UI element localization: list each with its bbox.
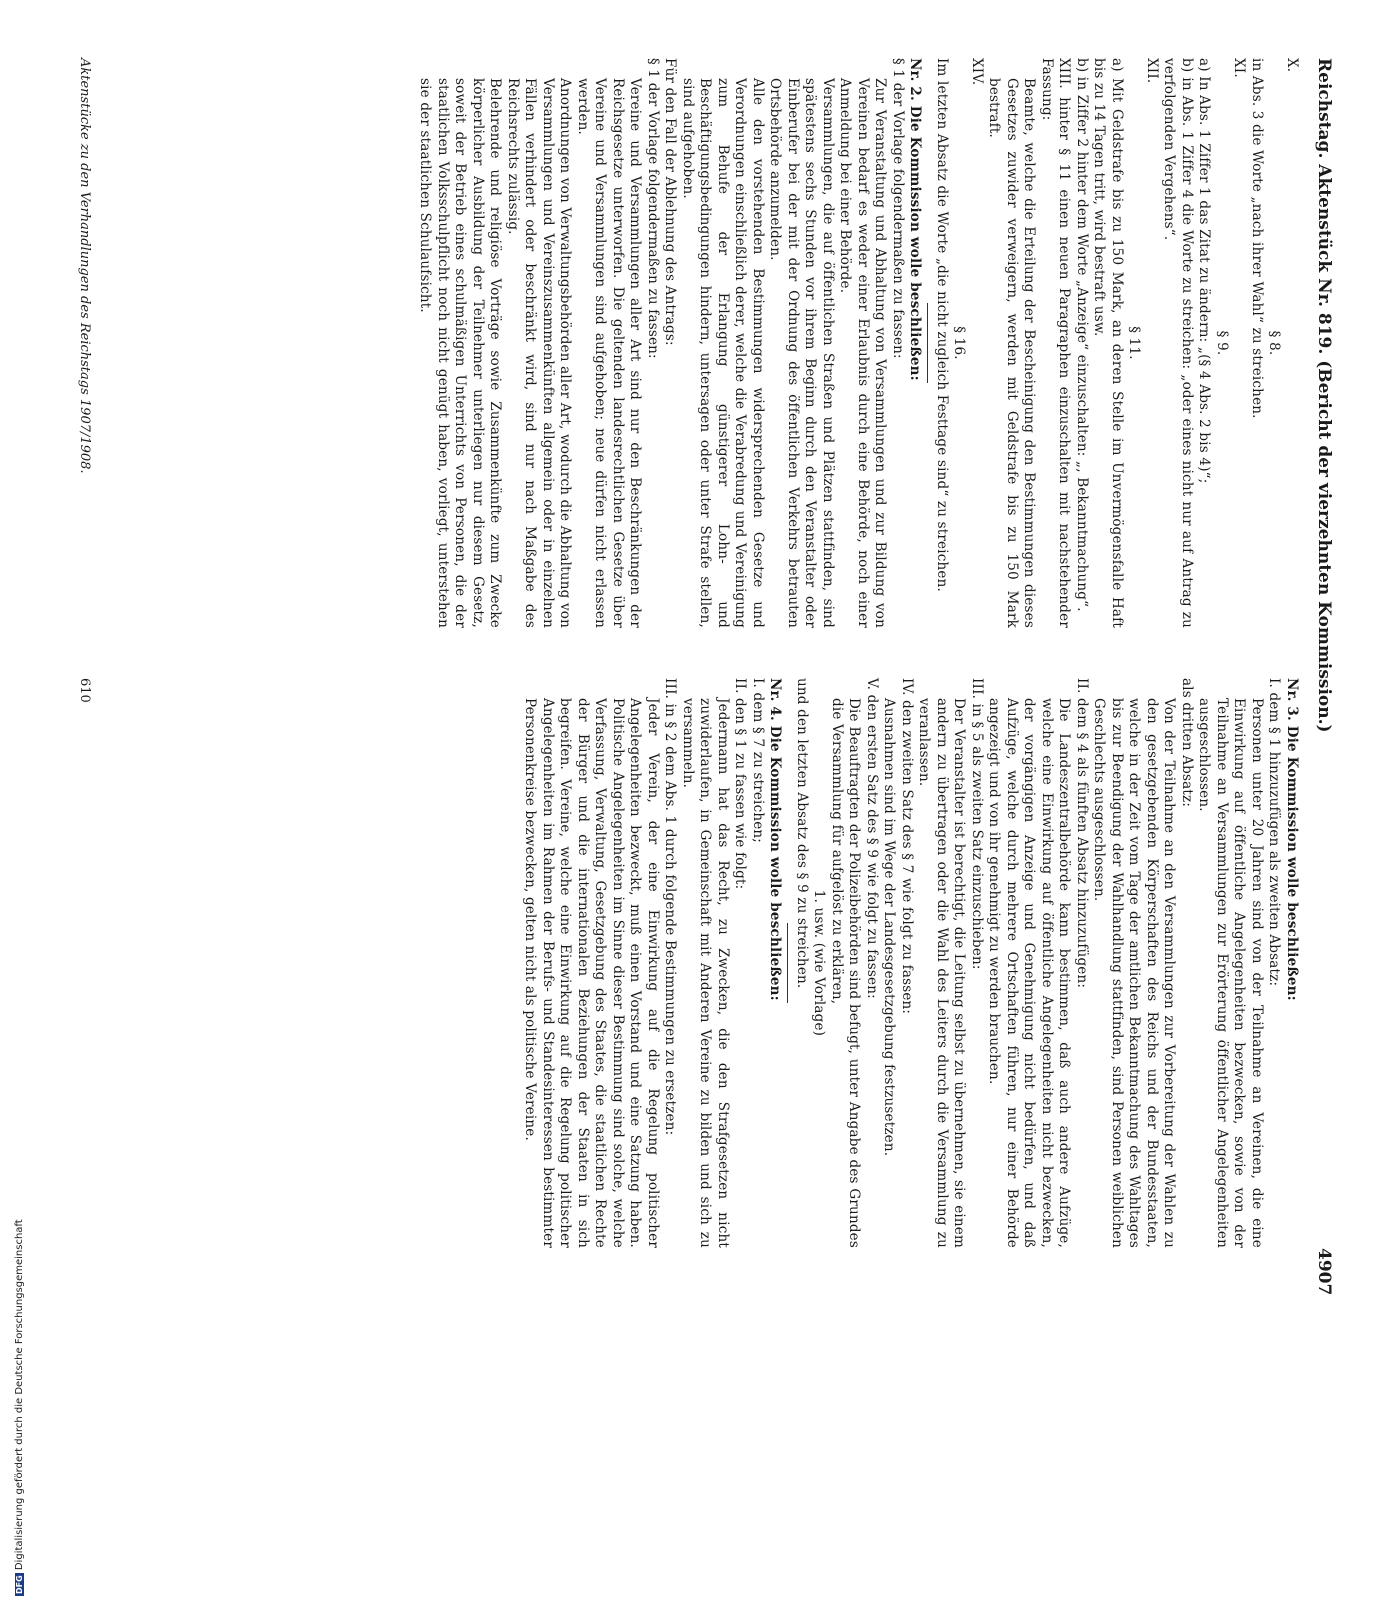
left-column (416, 58, 1300, 628)
text: III. in § 5 als zweiten Satz einzuschieben: (969, 678, 985, 970)
section-16: § 16. (951, 326, 968, 360)
credit-text-container (14, 1200, 25, 1600)
text: Anordnungen von Verwaltungsbehörden aller Art, wodurch die Abhaltung von Versammlungen und Vereinszusammenkünften allgemein oder in einzelnen Fällen verhindert oder beschränkt wird, sind nur nach Maßgabe des Reichsrechts zulässig. (505, 78, 574, 628)
text: Jedermann hat das Recht, zu Zwecken, die den Strafgesetzen nicht zuwiderlaufen, in Gemeinschaft mit Anderen Vereine zu bilden und sich zu versammeln. (680, 698, 731, 1248)
header-title: Reichstag. Aktenstück Nr. 819. (Bericht der vierzehnten Kommission.) (1314, 58, 1334, 733)
text: Die Landeszentralbehörde kann bestimmen, daß auch andere Aufzüge, welche eine Einwirkung auf öffentliche Angelegenheiten nicht bezwecken, der vorgängigen Anzeige und Genehmigung nicht bedürfen, und daß Aufzüge, welche durch mehrere Ortschaften führen, nur einer Behörde angezeigt und von ihr genehmigt zu werden brauchen. (986, 698, 1073, 1248)
text: in Abs. 3 die Worte „nach ihrer Wahl“ zu streichen. (1249, 58, 1265, 419)
text: b) in Ziffer 2 hinter dem Worte „Anzeige“ einzuschalten: „, Bekanntmachung“. (1074, 58, 1090, 612)
text: Ausnahmen sind im Wege der Landesgesetzgebung festzusetzen. (881, 698, 898, 1157)
text: Vereine und Versammlungen aller Art sind nur den Beschränkungen der Reichsgesetze unterworfen. Die geltenden landesrechtlichen Gesetze über Vereine und Versammlungen sind aufgehoben; neue dürfen nicht erlassen werden. (575, 78, 644, 628)
text: Die Beauftragten der Polizeibehörden sind befugt, unter Angabe des Grundes die Versammlung für aufgelöst zu erklären, (829, 698, 863, 1248)
text: Personen unter 20 Jahren sind von der Teilnahme an Vereinen, die eine Einwirkung auf öffentliche Angelegenheiten bezwecken, sowie von der Teilnahme an Versammlungen zur Erörterung öffentlicher Angelegenheiten ausgeschlossen. (1196, 698, 1265, 1248)
footer-page-text: 610 (77, 678, 92, 703)
divider (928, 303, 929, 383)
item-x: X. (1284, 58, 1300, 73)
text: Von der Teilnahme an den Versammlungen zur Vorbereitung der Wahlen zu den gesetzgebenden Körperschaften des Reichs und der Bundesstaaten, welche in der Zeit vom Tage der amtlichen Bekanntmachung des Wahltages bis zur Beendigung der Wahlhandlung stattfinden, sind Personen weiblichen Geschlechts ausgeschlossen. (1091, 698, 1178, 1248)
text: I. dem § 7 zu streichen; (750, 678, 766, 844)
text: V. den ersten Satz des § 9 wie folgt zu fassen: (864, 678, 880, 999)
item-xii: XII. (1144, 58, 1160, 84)
text: a) In Abs. 1 Ziffer 1 das Zitat zu ändern: „(§ 4 Abs. 2 bis 4)“; (1196, 58, 1213, 484)
footer-page (77, 678, 92, 703)
text: Für den Fall der Ablehnung des Antrags: (662, 58, 679, 346)
text: Belehrende und religiöse Vorträge sowie Zusammenkünfte zum Zwecke körperlicher Ausbildung der Teilnehmer unterliegen nur diesem Gesetz, soweit der Betrieb eines schulmäßigen Unterrichts von Personen, die der staatlichen Volksschulpflicht noch nicht genügt haben, vorliegt, unterstehen sie der staatlichen Schulaufsicht. (417, 78, 504, 628)
text: 1. usw. (wie Vorlage) (811, 889, 828, 1037)
text: Zur Veranstaltung und Abhaltung von Versammlungen und zur Bildung von Vereinen bedarf es weder einer Erlaubnis durch eine Behörde, noch einer Anmeldung bei einer Behörde. (837, 78, 889, 628)
item-xi: XI. (1231, 58, 1248, 78)
text: als dritten Absatz: (1179, 678, 1195, 808)
text: II. den § 1 zu fassen wie folgt: (732, 678, 749, 890)
text: Jeder Verein, der eine Einwirkung auf die Regelung politischer Angelegenheiten bezweckt, muß einen Vorstand und eine Satzung haben. Politische Angelegenheiten im Sinne dieser Bestimmung sind solche, welche Verfassung, Verwaltung, Gesetzgebung des Staates, die staatlichen Rechte der Bürger und die internationalen Beziehungen der Staaten in sich begreifen. Vereine, welche eine Einwirkung auf die Regelung politischer Angelegenheiten im Rahmen der Berufs- und Standesinteressen bestimmter Personenkreise bezwecken, gelten nicht als politische Vereine. (522, 698, 661, 1248)
page-footer (77, 58, 92, 474)
text: und den letzten Absatz des § 9 zu streichen. (794, 678, 810, 989)
item-xiv: XIV. (969, 58, 985, 86)
divider (788, 923, 789, 1003)
text: Der Veranstalter ist berechtigt, die Leitung selbst zu übernehmen, sie einem andern zu übertragen oder die Wahl des Leiters durch die Versammlung zu veranlassen. (916, 698, 968, 1248)
text: Beamte, welche die Erteilung der Bescheinigung den Bestimmungen dieses Gesetzes zuwider verweigern, werden mit Geldstrafe bis zu 150 Mark bestraft. (986, 78, 1038, 628)
nr4-heading: Nr. 4. Die Kommission wolle beschließen: (767, 678, 784, 1001)
page-header (1314, 58, 1334, 733)
text: IV. den zweiten Satz des § 7 wie folgt zu fassen: (899, 678, 915, 1015)
text: Alle den vorstehenden Bestimmungen widersprechenden Gesetze und Verordnungen einschließlich derer, welche die Verabredung und Vereinigung zum Behufe der Erlangung günstigerer Lohn- und Beschäftigungsbedingungen hindern, untersagen oder unter Strafe stellen, sind aufgehoben. (680, 78, 766, 628)
section-8: § 8. (1266, 330, 1283, 356)
text: III. in § 2 dem Abs. 1 durch folgende Bestimmungen zu ersetzen: (662, 678, 679, 1136)
text: II. dem § 4 als fünften Absatz hinzuzufügen: (1074, 678, 1090, 989)
text: a) Mit Geldstrafe bis zu 150 Mark, an deren Stelle im Unvermögensfalle Haft bis zu 14 Tagen tritt, wird bestraft usw. (1091, 58, 1125, 628)
text: I. dem § 1 hinzuzufügen als zweiten Absatz: (1266, 678, 1283, 987)
right-column (521, 678, 1300, 1248)
dfg-logo: DFG (15, 1575, 24, 1594)
section-11: § 11. (1126, 326, 1143, 360)
text: Im letzten Absatz die Worte „die nicht zugleich Festtage sind“ zu streichen. (934, 58, 950, 592)
page-number-text: 4907 (1314, 1248, 1334, 1296)
rotated-page-content (30, 18, 1340, 1296)
text: XIII. hinter § 11 einen neuen Paragraphen einzuschalten mit nachstehender Fassung: (1039, 58, 1073, 628)
section-9: § 9. (1214, 330, 1230, 356)
nr2-heading: Nr. 2. Die Kommission wolle beschließen: (907, 58, 924, 381)
digitization-credit (0, 600, 25, 1594)
text: Versammlungen, die auf öffentlichen Straßen und Plätzen stattfinden, sind spätestens sechs Stunden vor ihrem Beginn durch den Veranstalter oder Einberufer bei der mit der Ordnung des öffentlichen Verkehrs betrauten Ortsbehörde anzumelden. (767, 78, 836, 628)
text: § 1 der Vorlage folgendermaßen zu fassen: (890, 58, 906, 359)
text: § 1 der Vorlage folgendermaßen zu fassen: (645, 58, 661, 359)
credit-text: Digitalisierung gefördert durch die Deutsche Forschungsgemeinschaft (14, 1219, 25, 1571)
page-number (1314, 1248, 1334, 1295)
nr3-heading: Nr. 3. Die Kommission wolle beschließen: (1284, 678, 1300, 1001)
footer-text: Aktenstücke zu den Verhandlungen des Reichstags 1907/1908. (77, 58, 92, 474)
text: b) in Abs. 1 Ziffer 4 die Worte zu streichen: „oder eines nicht nur auf Antrag zu verfolgenden Vergehens“. (1161, 58, 1195, 628)
